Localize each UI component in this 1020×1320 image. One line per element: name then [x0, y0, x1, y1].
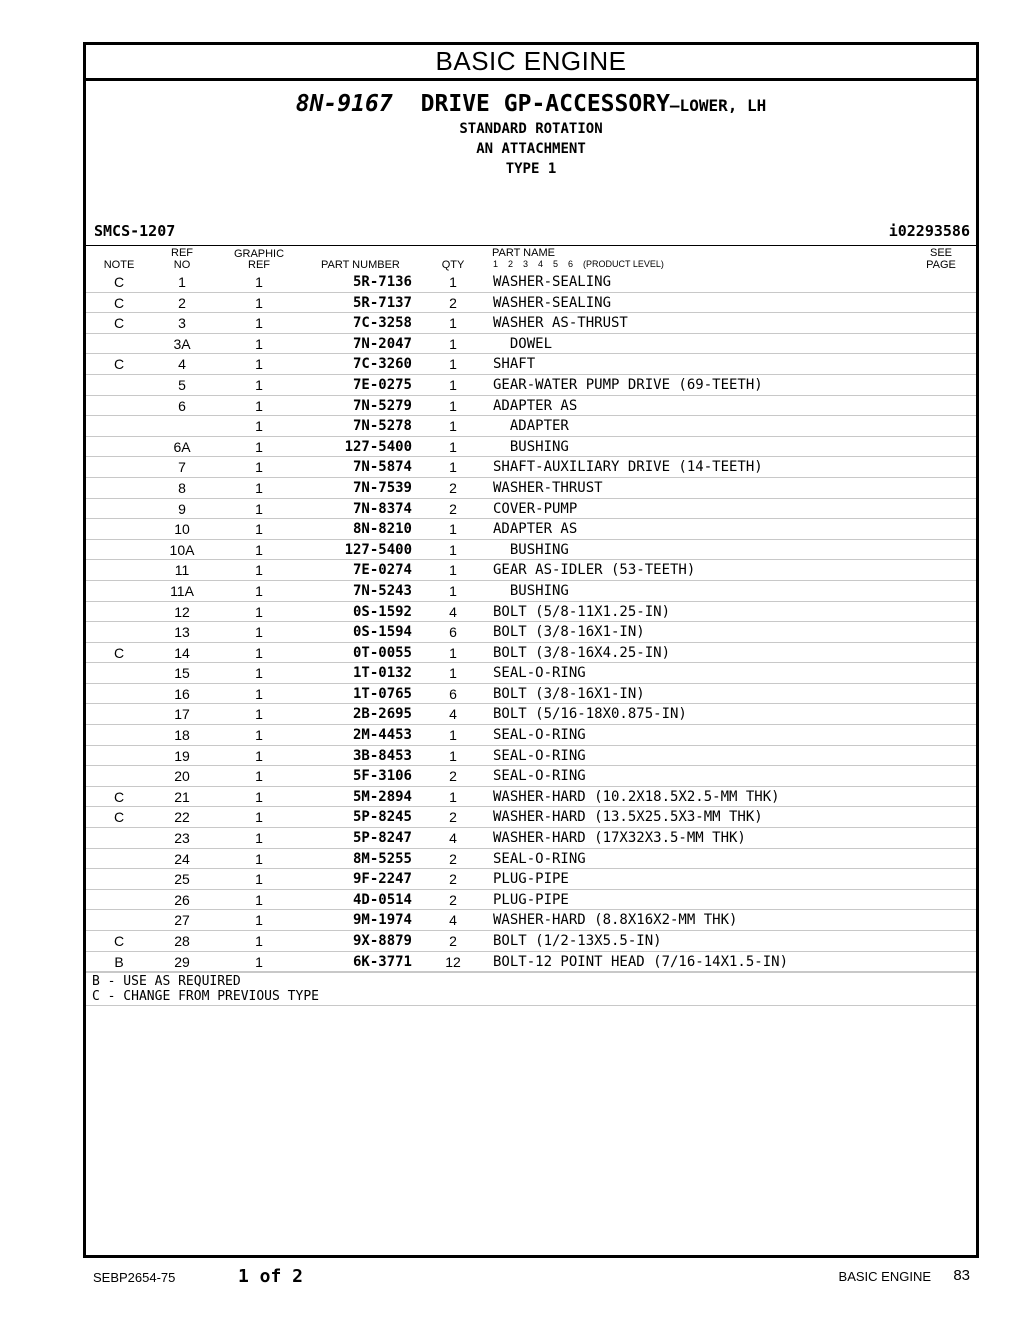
part-name-cell: BOLT (1/2-13X5.5-IN): [493, 933, 662, 949]
graphic-ref-cell: 1: [255, 871, 263, 888]
part-number-cell: 5F-3106: [352, 768, 412, 785]
ref-no-cell: 23: [174, 830, 190, 847]
table-row: [86, 931, 976, 952]
ref-no-cell: 11: [174, 562, 190, 579]
graphic-ref-cell: 1: [255, 788, 263, 805]
graphic-ref-cell: 1: [255, 603, 263, 620]
note-cell: C: [113, 356, 125, 373]
qty-cell: 1: [449, 521, 457, 538]
qty-cell: 1: [449, 376, 457, 393]
graphic-ref-cell: 1: [255, 685, 263, 702]
page-footer: [0, 1262, 1020, 1292]
part-number-cell: 6K-3771: [352, 953, 412, 970]
illustration-id: i02293586: [888, 222, 970, 240]
group-description-suffix: —LOWER, LH: [669, 96, 767, 115]
note-b: B - USE AS REQUIRED: [92, 974, 241, 990]
part-number-cell: 7C-3260: [352, 356, 412, 373]
group-heading: [86, 81, 976, 245]
graphic-ref-cell: 1: [255, 541, 263, 558]
part-number-cell: 7N-5278: [352, 418, 412, 435]
graphic-ref-cell: 1: [255, 850, 263, 867]
graphic-ref-cell: 1: [255, 727, 263, 744]
col-part-number: PART NUMBER: [321, 259, 400, 271]
part-number-cell: 5R-7137: [352, 294, 412, 311]
part-name-cell: WASHER-SEALING: [493, 274, 612, 290]
part-number-cell: 3B-8453: [352, 747, 412, 764]
note-cell: C: [113, 809, 125, 826]
part-number-cell: 7C-3258: [352, 315, 412, 332]
part-number-cell: 2M-4453: [352, 727, 412, 744]
graphic-ref-cell: 1: [255, 953, 263, 970]
graphic-ref-cell: 1: [255, 912, 263, 929]
graphic-ref-cell: 1: [255, 397, 263, 414]
table-row: [86, 560, 976, 581]
ref-no-cell: 6: [178, 397, 186, 414]
ref-no-cell: 13: [174, 624, 190, 641]
qty-cell: 1: [449, 315, 457, 332]
graphic-ref-cell: 1: [255, 809, 263, 826]
table-row: [86, 334, 976, 355]
graphic-ref-cell: 1: [255, 315, 263, 332]
ref-no-cell: 24: [174, 850, 190, 867]
part-name-cell: DOWEL: [493, 335, 553, 352]
part-name-cell: WASHER AS-THRUST: [493, 315, 628, 332]
qty-cell: 1: [449, 438, 457, 455]
note-cell: B: [114, 953, 124, 970]
part-name-cell: COVER-PUMP: [493, 500, 578, 517]
col-see-bottom: PAGE: [926, 259, 956, 271]
part-number-cell: 7N-5279: [352, 397, 412, 414]
table-row: [86, 910, 976, 931]
qty-cell: 1: [449, 274, 457, 290]
graphic-ref-cell: 1: [255, 624, 263, 641]
part-name-cell: PLUG-PIPE: [493, 891, 569, 908]
ref-no-cell: 3: [178, 315, 186, 332]
qty-cell: 2: [449, 933, 457, 949]
part-name-cell: SEAL-O-RING: [493, 727, 586, 744]
ref-no-cell: 22: [174, 809, 190, 826]
table-row: [86, 807, 976, 828]
graphic-ref-cell: 1: [255, 830, 263, 847]
part-number-cell: 127-5400: [344, 541, 412, 558]
part-name-cell: GEAR AS-IDLER (53-TEETH): [493, 562, 696, 579]
part-number-cell: 7N-8374: [352, 500, 412, 517]
part-name-cell: ADAPTER AS: [493, 521, 578, 538]
part-number-cell: 9M-1974: [352, 912, 412, 929]
ref-no-cell: 27: [174, 912, 190, 929]
part-number-cell: 7N-2047: [352, 335, 412, 352]
table-row: [86, 478, 976, 499]
part-name-cell: ADAPTER: [493, 418, 569, 435]
part-name-cell: BOLT (3/8-16X1-IN): [493, 685, 645, 702]
col-see-top: SEE: [929, 247, 952, 259]
part-name-cell: WASHER-SEALING: [493, 294, 612, 311]
col-graphic-top: GRAPHIC: [233, 248, 285, 260]
part-name-cell: WASHER-HARD (8.8X16X2-MM THK): [493, 912, 738, 929]
note-c: C - CHANGE FROM PREVIOUS TYPE: [92, 989, 319, 1005]
part-number-cell: 5M-2894: [352, 788, 412, 805]
table-row: [86, 952, 976, 973]
table-row: [86, 602, 976, 623]
part-name-cell: BOLT (5/8-11X1.25-IN): [493, 603, 671, 620]
part-number-cell: 4D-0514: [352, 891, 412, 908]
part-name-cell: WASHER-THRUST: [493, 479, 603, 496]
table-row: [86, 293, 976, 314]
qty-cell: 2: [449, 768, 457, 785]
part-name-cell: PLUG-PIPE: [493, 871, 569, 888]
part-number-cell: 8M-5255: [352, 850, 412, 867]
heading-line-1: STANDARD ROTATION: [459, 121, 603, 137]
table-row: [86, 375, 976, 396]
ref-no-cell: 25: [174, 871, 190, 888]
graphic-ref-cell: 1: [255, 376, 263, 393]
graphic-ref-cell: 1: [255, 747, 263, 764]
ref-no-cell: 21: [174, 788, 190, 805]
ref-no-cell: 8: [178, 479, 186, 496]
table-row: [86, 746, 976, 767]
qty-cell: 1: [449, 418, 457, 435]
ref-no-cell: 26: [174, 891, 190, 908]
ref-no-cell: 1: [178, 274, 186, 290]
part-number-cell: 2B-2695: [352, 706, 412, 723]
ref-no-cell: 15: [174, 665, 190, 682]
part-number-cell: 5P-8245: [352, 809, 412, 826]
qty-cell: 1: [449, 335, 457, 352]
ref-no-cell: 7: [178, 459, 186, 476]
table-row: [86, 849, 976, 870]
qty-cell: 6: [449, 624, 457, 641]
graphic-ref-cell: 1: [255, 479, 263, 496]
part-name-cell: BOLT (3/8-16X4.25-IN): [493, 644, 671, 661]
table-row: [86, 457, 976, 478]
graphic-ref-cell: 1: [255, 356, 263, 373]
ref-no-cell: 28: [174, 933, 190, 949]
part-name-cell: WASHER-HARD (13.5X25.5X3-MM THK): [493, 809, 763, 826]
part-name-cell: BOLT (3/8-16X1-IN): [493, 624, 645, 641]
graphic-ref-cell: 1: [255, 418, 263, 435]
part-name-cell: WASHER-HARD (17X32X3.5-MM THK): [493, 830, 746, 847]
ref-no-cell: 19: [174, 747, 190, 764]
part-number-cell: 1T-0765: [352, 685, 412, 702]
qty-cell: 2: [449, 891, 457, 908]
qty-cell: 1: [449, 788, 457, 805]
group-description: DRIVE GP-ACCESSORY: [420, 91, 670, 117]
ref-no-cell: 9: [178, 500, 186, 517]
qty-cell: 2: [449, 294, 457, 311]
table-row: [86, 704, 976, 725]
parts-list: [86, 272, 976, 972]
qty-cell: 4: [449, 706, 457, 723]
part-name-cell: WASHER-HARD (10.2X18.5X2.5-MM THK): [493, 788, 780, 805]
graphic-ref-cell: 1: [255, 933, 263, 949]
note-cell: C: [113, 933, 125, 949]
table-row: [86, 684, 976, 705]
qty-cell: 1: [449, 397, 457, 414]
page-number: 83: [953, 1267, 970, 1284]
qty-cell: 1: [449, 562, 457, 579]
qty-cell: 4: [449, 603, 457, 620]
heading-line-3: TYPE 1: [505, 161, 557, 177]
table-row: [86, 766, 976, 787]
table-row: [86, 581, 976, 602]
note-cell: C: [113, 274, 125, 290]
table-row: [86, 519, 976, 540]
part-number-cell: 7N-5243: [352, 582, 412, 599]
ref-no-cell: 12: [174, 603, 190, 620]
table-row: [86, 622, 976, 643]
qty-cell: 2: [449, 500, 457, 517]
ref-no-cell: 3A: [173, 335, 191, 352]
table-row: [86, 787, 976, 808]
table-row: [86, 663, 976, 684]
graphic-ref-cell: 1: [255, 335, 263, 352]
group-part-number: 8N-9167: [295, 91, 393, 117]
col-graphic-bottom: REF: [248, 259, 270, 271]
notes-block: [86, 972, 976, 1004]
part-number-cell: 1T-0132: [352, 665, 412, 682]
ref-no-cell: 14: [174, 644, 190, 661]
part-name-cell: SEAL-O-RING: [493, 850, 586, 867]
graphic-ref-cell: 1: [255, 891, 263, 908]
part-name-cell: ADAPTER AS: [493, 397, 578, 414]
qty-cell: 1: [449, 582, 457, 599]
graphic-ref-cell: 1: [255, 665, 263, 682]
part-name-cell: BUSHING: [493, 438, 569, 455]
qty-cell: 1: [449, 356, 457, 373]
qty-cell: 6: [449, 685, 457, 702]
part-number-cell: 7N-7539: [352, 479, 412, 496]
part-number-cell: 0T-0055: [352, 644, 412, 661]
qty-cell: 12: [445, 953, 461, 970]
part-name-cell: BUSHING: [493, 582, 569, 599]
qty-cell: 1: [449, 541, 457, 558]
part-name-cell: SEAL-O-RING: [493, 768, 586, 785]
graphic-ref-cell: 1: [255, 521, 263, 538]
part-name-cell: BOLT-12 POINT HEAD (7/16-14X1.5-IN): [493, 953, 789, 970]
part-number-cell: 127-5400: [344, 438, 412, 455]
table-row: [86, 354, 976, 375]
col-note: NOTE: [103, 259, 135, 271]
table-row: [86, 643, 976, 664]
note-cell: C: [113, 644, 125, 661]
part-name-cell: BOLT (5/16-18X0.875-IN): [493, 706, 687, 723]
graphic-ref-cell: 1: [255, 500, 263, 517]
ref-no-cell: 10: [174, 521, 190, 538]
smcs-code: SMCS-1207: [94, 222, 176, 240]
graphic-ref-cell: 1: [255, 644, 263, 661]
part-number-cell: 5P-8247: [352, 830, 412, 847]
qty-cell: 2: [449, 479, 457, 496]
qty-cell: 1: [449, 665, 457, 682]
heading-line-2: AN ATTACHMENT: [476, 141, 586, 157]
table-row: [86, 313, 976, 334]
part-number-cell: 9F-2247: [352, 871, 412, 888]
part-name-cell: BUSHING: [493, 541, 569, 558]
group-title: [86, 91, 976, 117]
table-row: [86, 416, 976, 437]
footer-section: BASIC ENGINE: [838, 1269, 931, 1284]
qty-cell: 2: [449, 809, 457, 826]
ref-no-cell: 6A: [173, 438, 191, 455]
graphic-ref-cell: 1: [255, 438, 263, 455]
table-row: [86, 828, 976, 849]
qty-cell: 1: [449, 727, 457, 744]
ref-no-cell: 4: [178, 356, 186, 373]
section-title: BASIC ENGINE: [86, 45, 976, 81]
part-number-cell: 8N-8210: [352, 521, 412, 538]
qty-cell: 2: [449, 850, 457, 867]
qty-cell: 1: [449, 459, 457, 476]
graphic-ref-cell: 1: [255, 459, 263, 476]
ref-no-cell: 2: [178, 294, 186, 311]
ref-no-cell: 10A: [169, 541, 195, 558]
qty-cell: 4: [449, 830, 457, 847]
graphic-ref-cell: 1: [255, 562, 263, 579]
col-part-name: PART NAME: [492, 247, 555, 259]
col-ref-bottom: NO: [173, 259, 191, 271]
col-product-levels: 1 2 3 4 5 6 (PRODUCT LEVEL): [493, 259, 664, 269]
table-row: [86, 396, 976, 417]
part-name-cell: GEAR-WATER PUMP DRIVE (69-TEETH): [493, 376, 763, 393]
document-id: SEBP2654-75: [93, 1270, 176, 1285]
part-number-cell: 5R-7136: [352, 274, 412, 290]
ref-no-cell: 18: [174, 727, 190, 744]
ref-no-cell: 17: [174, 706, 190, 723]
graphic-ref-cell: 1: [255, 706, 263, 723]
qty-cell: 4: [449, 912, 457, 929]
graphic-ref-cell: 1: [255, 274, 263, 290]
ref-no-cell: 29: [174, 953, 190, 970]
ref-no-cell: 20: [174, 768, 190, 785]
ref-no-cell: 11A: [170, 582, 194, 599]
qty-cell: 2: [449, 871, 457, 888]
ref-no-cell: 16: [174, 685, 190, 702]
part-number-cell: 7E-0275: [352, 376, 412, 393]
note-cell: C: [113, 315, 125, 332]
parts-page-frame: [83, 42, 979, 1258]
qty-cell: 1: [449, 644, 457, 661]
part-name-cell: SHAFT: [493, 356, 536, 373]
part-name-cell: SHAFT-AUXILIARY DRIVE (14-TEETH): [493, 459, 763, 476]
page-of-count: 1 of 2: [238, 1266, 304, 1287]
part-number-cell: 7E-0274: [352, 562, 412, 579]
table-row: [86, 499, 976, 520]
col-ref-top: REF: [171, 247, 193, 259]
table-row: [86, 272, 976, 293]
table-row: [86, 540, 976, 561]
table-row: [86, 890, 976, 911]
table-row: [86, 437, 976, 458]
table-row: [86, 869, 976, 890]
graphic-ref-cell: 1: [255, 582, 263, 599]
part-number-cell: 9X-8879: [352, 933, 412, 949]
note-cell: C: [113, 294, 125, 311]
graphic-ref-cell: 1: [255, 768, 263, 785]
table-row: [86, 725, 976, 746]
part-name-cell: SEAL-O-RING: [493, 665, 586, 682]
part-name-cell: SEAL-O-RING: [493, 747, 586, 764]
col-qty: QTY: [441, 259, 465, 271]
part-number-cell: 0S-1592: [352, 603, 412, 620]
note-cell: C: [113, 788, 125, 805]
column-headers: [86, 245, 976, 272]
qty-cell: 1: [449, 747, 457, 764]
part-number-cell: 7N-5874: [352, 459, 412, 476]
ref-no-cell: 5: [178, 376, 186, 393]
part-number-cell: 0S-1594: [352, 624, 412, 641]
graphic-ref-cell: 1: [255, 294, 263, 311]
